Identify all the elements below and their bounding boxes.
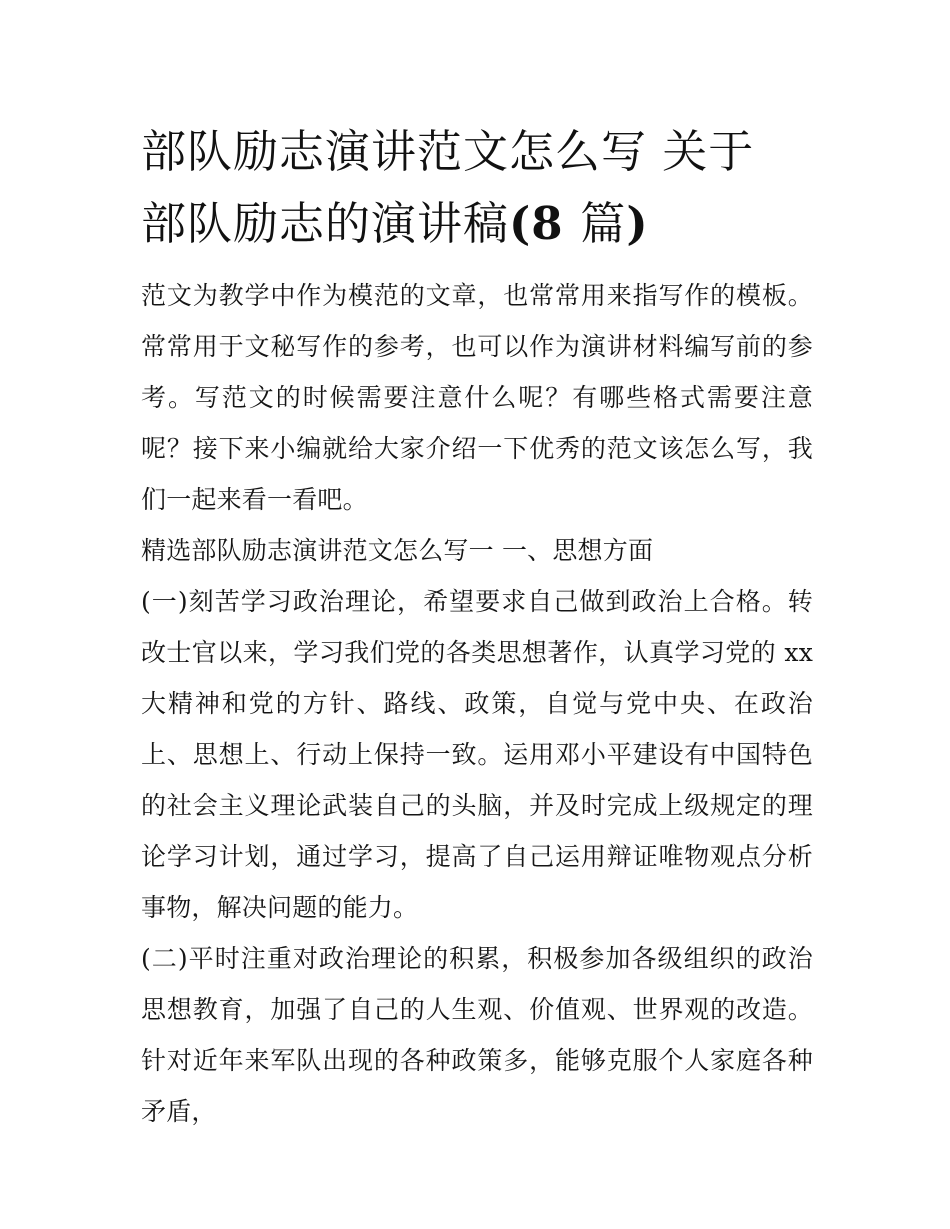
title-line-1: 部队励志演讲范文怎么写 关于 bbox=[141, 125, 755, 178]
title-count-close: ) bbox=[626, 197, 649, 250]
section-heading: 精选部队励志演讲范文怎么写一 一、思想方面 bbox=[141, 536, 654, 565]
title-line-2: 部队励志的演讲稿 bbox=[141, 197, 510, 250]
title-count-open: (8 bbox=[509, 197, 581, 250]
document-title bbox=[141, 116, 813, 260]
document-body bbox=[141, 116, 813, 1137]
intro-paragraph: 范文为教学中作为模范的文章，也常常用来指写作的模板。常常用于文秘写作的参考，也可以作为演讲材料编写前的参考。写范文的时候需要注意什么呢？有哪些格式需要注意呢？接下来小编就给大家介绍一下优秀的范文该怎么写，我们一起来看一看吧。 bbox=[141, 281, 813, 514]
title-count-unit: 篇 bbox=[580, 197, 627, 250]
body-paragraph-2: (二)平时注重对政治理论的积累，积极参加各级组织的政治思想教育，加强了自己的人生观、价值观、世界观的改造。针对近年来军队出现的各种政策多，能够克服个人家庭各种矛盾， bbox=[141, 944, 813, 1126]
body-paragraph-1: (一)刻苦学习政治理论，希望要求自己做到政治上合格。转改士官以来，学习我们党的各类思想著作，认真学习党的 xx 大精神和党的方针、路线、政策，自觉与党中央、在政治上、思想上、行动上保持一致。运用邓小平建设有中国特色的社会主义理论武装自己的头脑，并及时完成上级规定的理论学习计划，通过学习，提高了自己运用辩证唯物观点分析事物，解决问题的能力。 bbox=[141, 587, 813, 922]
